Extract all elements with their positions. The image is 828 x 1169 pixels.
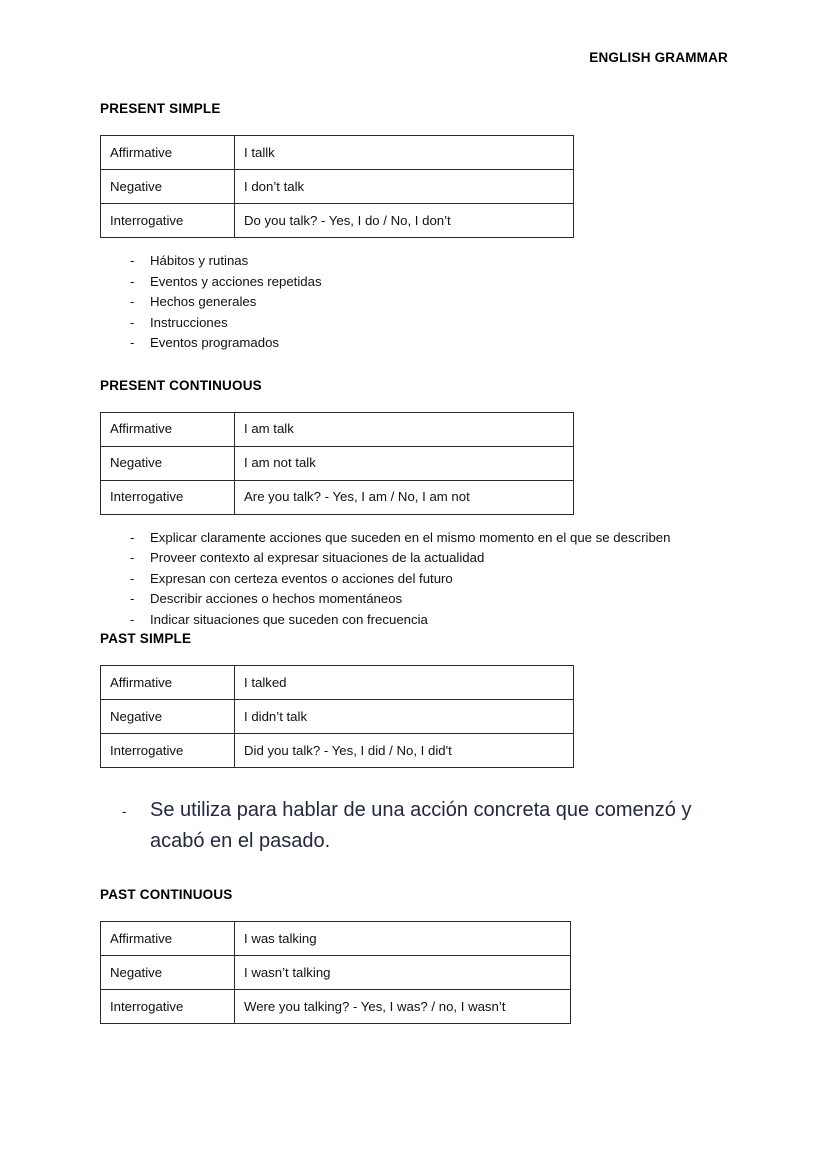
document-content [100, 100, 740, 1024]
dash-bullet-icon: - [130, 570, 135, 586]
form-label-interrogative: Interrogative [101, 204, 235, 238]
list-item-text: Indicar situaciones que suceden con frecuencia [150, 611, 428, 627]
form-label-affirmative: Affirmative [101, 412, 235, 446]
dash-bullet-icon: - [130, 314, 135, 330]
highlight-notes-list-past-simple [100, 795, 740, 857]
dash-bullet-icon: - [130, 294, 135, 309]
section-title-past-simple: PAST SIMPLE [100, 631, 192, 646]
list-item [100, 292, 740, 313]
example-interrogative: Did you talk? - Yes, I did / No, I did't [235, 734, 574, 768]
example-affirmative: I tallk [235, 136, 574, 170]
list-item [100, 313, 740, 334]
list-item-text: Eventos y acciones repetidas [150, 273, 322, 289]
list-item [100, 528, 740, 549]
section-title-present-continuous: PRESENT CONTINUOUS [100, 377, 262, 393]
table-row [101, 204, 574, 238]
form-label-negative: Negative [101, 446, 235, 480]
list-item-text: Instrucciones [150, 314, 228, 330]
table-row [101, 700, 574, 734]
table-row [101, 990, 571, 1024]
list-item [100, 333, 740, 354]
list-item-text: Describir acciones o hechos momentáneos [150, 591, 403, 606]
example-negative: I didn’t talk [235, 700, 574, 734]
list-item-text: Expresan con certeza eventos o acciones del futuro [150, 570, 453, 586]
form-label-negative: Negative [101, 170, 235, 204]
example-affirmative: I am talk [235, 412, 574, 446]
form-label-negative: Negative [101, 956, 235, 990]
list-item [100, 610, 740, 631]
list-item [100, 272, 740, 293]
dash-bullet-icon: - [130, 253, 135, 268]
dash-bullet-icon: - [130, 591, 135, 606]
form-label-affirmative: Affirmative [101, 922, 235, 956]
dash-bullet-icon: - [130, 611, 135, 627]
example-interrogative: Are you talk? - Yes, I am / No, I am not [235, 480, 574, 514]
example-negative: I wasn’t talking [235, 956, 571, 990]
table-row [101, 734, 574, 768]
section-title-past-continuous: PAST CONTINUOUS [100, 887, 233, 902]
form-label-affirmative: Affirmative [101, 136, 235, 170]
example-affirmative: I was talking [235, 922, 571, 956]
list-item-text: Se utiliza para hablar de una acción concreta que comenzó y acabó en el pasado. [150, 799, 692, 852]
list-item-text: Hábitos y rutinas [150, 253, 249, 268]
list-item-text: Proveer contexto al expresar situaciones de la actualidad [150, 550, 485, 565]
conjugation-table-past-continuous [100, 921, 571, 1024]
table-row [101, 170, 574, 204]
dash-bullet-icon: - [130, 529, 135, 545]
table-row [101, 412, 574, 446]
table-row [101, 956, 571, 990]
example-negative: I don’t talk [235, 170, 574, 204]
table-row [101, 446, 574, 480]
form-label-interrogative: Interrogative [101, 480, 235, 514]
example-interrogative: Do you talk? - Yes, I do / No, I don’t [235, 204, 574, 238]
document-running-head: ENGLISH GRAMMAR [589, 50, 728, 65]
notes-list-present-continuous [100, 528, 740, 631]
table-row [101, 922, 571, 956]
example-interrogative: Were you talking? - Yes, I was? / no, I wasn’t [235, 990, 571, 1024]
list-item [100, 569, 740, 590]
dash-bullet-icon: - [130, 335, 135, 350]
list-item-text: Explicar claramente acciones que suceden en el mismo momento en el que se describen [150, 529, 671, 545]
form-label-negative: Negative [101, 700, 235, 734]
conjugation-table-present-continuous [100, 412, 574, 515]
spacer [100, 354, 740, 377]
section-title-present-simple: PRESENT SIMPLE [100, 101, 221, 116]
table-row [101, 480, 574, 514]
list-item [100, 548, 740, 569]
spacer [100, 857, 740, 886]
dash-bullet-icon: - [122, 803, 127, 819]
table-row [101, 666, 574, 700]
form-label-interrogative: Interrogative [101, 990, 235, 1024]
table-row [101, 136, 574, 170]
list-item [100, 795, 740, 857]
example-negative: I am not talk [235, 446, 574, 480]
list-item-text: Eventos programados [150, 335, 280, 350]
notes-list-present-simple [100, 251, 740, 354]
form-label-interrogative: Interrogative [101, 734, 235, 768]
form-label-affirmative: Affirmative [101, 666, 235, 700]
example-affirmative: I talked [235, 666, 574, 700]
dash-bullet-icon: - [130, 550, 135, 565]
dash-bullet-icon: - [130, 273, 135, 289]
conjugation-table-present-simple [100, 135, 574, 238]
conjugation-table-past-simple [100, 665, 574, 768]
list-item [100, 251, 740, 272]
list-item-text: Hechos generales [150, 294, 257, 309]
list-item [100, 589, 740, 610]
